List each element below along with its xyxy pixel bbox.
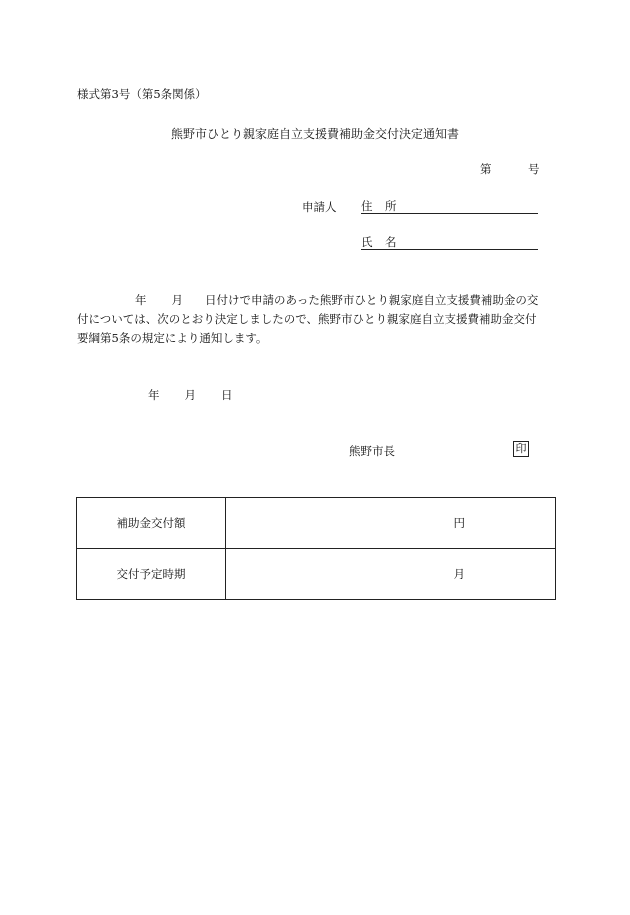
name-field (361, 234, 538, 250)
issue-date-day: 日 (221, 388, 233, 402)
body-month: 月 (171, 293, 183, 307)
body-year: 年 (135, 293, 147, 307)
address-field (361, 198, 538, 214)
address-label-2: 所 (385, 199, 397, 213)
payment-schedule-label: 交付予定時期 (77, 549, 226, 600)
table-row (77, 549, 556, 600)
payment-schedule-value: 月 (226, 549, 556, 600)
issue-date-year: 年 (148, 388, 160, 402)
doc-number-go: 号 (528, 162, 540, 176)
body-line-3: 要綱第5条の規定により通知します。 (77, 331, 268, 345)
body-line-2: 付については、次のとおり決定しましたので、熊野市ひとり親家庭自立支援費補助金交付 (77, 312, 537, 326)
name-label-2: 名 (385, 235, 397, 249)
seal-mark: 印 (513, 441, 529, 457)
document-title: 熊野市ひとり親家庭自立支援費補助金交付決定通知書 (170, 127, 459, 141)
body-line-1 (77, 291, 555, 310)
doc-number-dai: 第 (480, 162, 492, 176)
address-label-1: 住 (361, 199, 373, 213)
issue-date-month: 月 (184, 388, 196, 402)
issuer-title: 熊野市長 (349, 444, 395, 458)
notification-body (77, 291, 555, 348)
subsidy-amount-value: 円 (226, 498, 556, 549)
name-label-1: 氏 (361, 235, 373, 249)
body-line-1-rest: 日付けで申請のあった熊野市ひとり親家庭自立支援費補助金の交 (205, 293, 539, 307)
subsidy-amount-label: 補助金交付額 (77, 498, 226, 549)
issue-date (148, 387, 233, 403)
summary-table (76, 497, 556, 600)
table-row (77, 498, 556, 549)
applicant-label: 申請人 (302, 200, 337, 214)
form-number: 様式第3号（第5条関係） (77, 87, 207, 101)
